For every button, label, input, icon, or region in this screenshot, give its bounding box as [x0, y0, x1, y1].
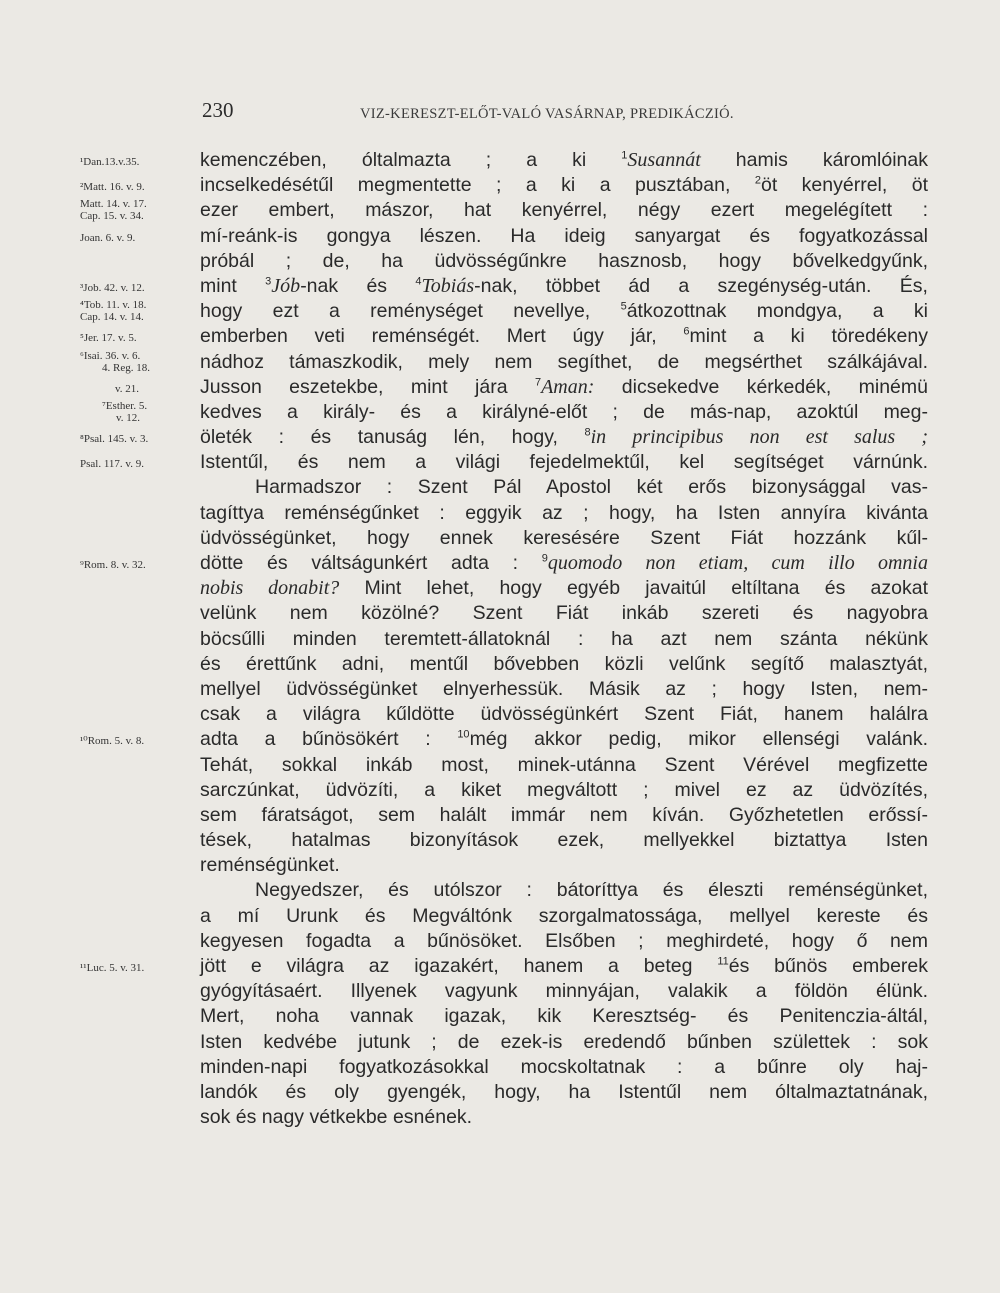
footnote-marker: 9: [541, 552, 548, 565]
text-span: dötte és váltságunkért adta :: [200, 552, 542, 574]
margin-note: Joan. 6. v. 9.: [80, 231, 136, 244]
margin-note: ²Matt. 16. v. 9.: [80, 181, 145, 194]
text-line: [0, 526, 1000, 551]
text-span: kegyesen fogadta a bűnösöket. Elsőben ; meghirdeté, hogy ő nem: [200, 929, 928, 952]
text-line: [0, 475, 1000, 500]
margin-note: [80, 198, 205, 222]
text-line: [0, 551, 1000, 576]
italic-span: in principibus non est salus ;: [590, 426, 928, 449]
text-line: [0, 274, 1000, 299]
text-span: emberben veti reménségét. Mert úgy jár,: [200, 325, 684, 348]
italic-span: nobis donabit?: [200, 577, 340, 600]
text-line: [0, 904, 1000, 929]
footnote-marker: 1: [621, 149, 628, 162]
page-body: [0, 148, 1000, 1130]
text-line: [0, 853, 1000, 878]
text-line: [0, 753, 1000, 778]
text-line: [0, 702, 1000, 727]
text-line: [0, 224, 1000, 249]
text-span: Mert, noha vannak igazak, kik Keresztség- és Penitenczia-áltál,: [200, 1005, 928, 1028]
text-line: [0, 1105, 1000, 1130]
text-line: [0, 501, 1000, 526]
text-line: [0, 173, 1000, 198]
margin-note: [80, 299, 205, 323]
text-span: mint a ki töredékeny: [689, 325, 928, 348]
margin-note-part: ⁶Isai. 36. v. 6.: [80, 349, 141, 362]
italic-span: Jób: [271, 274, 301, 297]
text-span: Negyedszer, és utólszor : bátoríttya és éleszti reménségünket,: [255, 879, 928, 902]
text-span: -nak, többet ád a szegénység-után. És,: [474, 274, 928, 297]
margin-note-part: v. 12.: [116, 411, 141, 424]
text-span: Jusson eszetekbe, mint jára: [200, 375, 535, 398]
text-span: incselkedésétűl megmentette ; a ki a pusztában,: [200, 174, 755, 197]
margin-note: ⁹Rom. 8. v. 32.: [80, 559, 146, 571]
margin-note: [80, 350, 205, 374]
text-line: [0, 627, 1000, 652]
text-span: öleték : és tanuság lén, hogy,: [200, 426, 585, 449]
text-span: csak a világra kűldötte üdvösségünkért Szent Fiát, hanem halálra: [200, 703, 928, 726]
text-line: [0, 803, 1000, 828]
text-span: próbál ; de, ha üdvösségűnkre hasznosb, hogy bővelkedgyűnk,: [200, 249, 928, 272]
text-line: [0, 450, 1000, 475]
text-span: minden-napi fogyatkozásokkal mocskoltatnak : a bűnre oly haj-: [200, 1055, 928, 1078]
text-span: -nak és: [300, 274, 416, 297]
text-span: Istentűl, és nem a világi fejedelmektűl, kel segítséget várnúnk.: [200, 451, 928, 474]
italic-span: Aman:: [541, 375, 595, 398]
footnote-marker: 3: [265, 275, 272, 288]
text-line: [0, 954, 1000, 979]
margin-note: ³Job. 42. v. 12.: [80, 281, 145, 294]
text-line: [0, 778, 1000, 803]
text-span: Isten kedvébe jutunk ; de ezek-is eredendő bűnben születtek : sok: [200, 1030, 928, 1053]
text-line: [0, 249, 1000, 274]
margin-note: ¹Dan.13.v.35.: [80, 156, 140, 168]
text-line: [0, 324, 1000, 349]
text-span: a mí Urunk és Megváltónk szorgalmatossága, mellyel kereste és: [200, 904, 928, 927]
footnote-marker: 4: [415, 275, 422, 288]
text-span: tések, hatalmas bizonyítások ezek, mellyekkel biztattya Isten: [200, 829, 928, 852]
text-span: üdvösségünket, hogy ennek keresésére Szent Fiát hozzánk kűl-: [200, 526, 928, 549]
footnote-marker: 5: [620, 300, 627, 313]
text-span: reménségünket.: [200, 854, 340, 877]
text-span: tagíttya reménségűnket : eggyik az ; hogy, ha Isten annyíra kivánta: [200, 501, 928, 524]
text-span: mellyel üdvösségünket elnyerhessük. Másik az ; hogy Isten, nem-: [200, 677, 928, 700]
text-span: hamis káromlóinak: [700, 149, 928, 171]
margin-note: ¹⁰Rom. 5. v. 8.: [80, 735, 145, 748]
text-span: Harmadszor : Szent Pál Apostol két erős bizonysággal vas-: [255, 476, 928, 499]
text-line: [0, 828, 1000, 853]
margin-note-part: 4. Reg. 18.: [102, 361, 150, 374]
footnote-marker: 8: [584, 426, 591, 439]
text-line: [0, 652, 1000, 677]
text-line: [0, 601, 1000, 626]
margin-note-part: ⁷Esther. 5.: [102, 399, 148, 412]
text-span: kedves a király- és a királyné-előt ; de más-nap, azoktúl meg-: [200, 400, 928, 423]
text-span: mí-reánk-is gongya lészen. Ha ideig sanyargat és fogyatkozással: [200, 224, 928, 247]
text-span: és bűnös emberek: [728, 955, 928, 977]
text-line: [0, 148, 1000, 173]
italic-span: quomodo non etiam, cum illo omnia: [547, 552, 928, 574]
text-line: [0, 375, 1000, 400]
text-line: [0, 1055, 1000, 1080]
text-span: Tehát, sokkal inkáb most, minek-utánna Szent Vérével megfizette: [200, 753, 928, 776]
margin-note: ⁵Jer. 17. v. 5.: [80, 332, 137, 345]
text-span: sem fáratságot, sem halált immár nem kíván. Győzhetetlen erőssí-: [200, 803, 928, 826]
footnote-marker: 6: [683, 325, 690, 338]
text-line: [0, 979, 1000, 1004]
text-span: hogy ezt a reménységet nevellye,: [200, 300, 621, 323]
text-line: [0, 198, 1000, 223]
text-span: sarczúnkat, üdvözíti, a kiket megváltott ; mivel ez az üdvözítés,: [200, 778, 928, 801]
page-number: 230: [202, 98, 234, 122]
text-span: nádhoz támaszkodik, mely nem segíthet, de megsérthet szálkájával.: [200, 350, 928, 373]
text-line: [0, 425, 1000, 450]
footnote-marker: 11: [717, 955, 729, 968]
text-span: jött e világra az igazakért, hanem a beteg: [200, 955, 718, 977]
margin-note-part: Matt. 14. v. 17.: [80, 198, 147, 211]
text-line: [0, 677, 1000, 702]
text-span: sok és nagy vétkekbe esnének.: [200, 1106, 473, 1129]
margin-note-part: Cap. 14. v. 14.: [80, 311, 144, 324]
text-span: velünk nem közölné? Szent Fiát inkáb szereti és nagyobra: [200, 602, 928, 625]
footnote-marker: 7: [534, 376, 542, 389]
text-span: mint: [200, 274, 266, 297]
running-head: VIZ-KERESZT-ELŐT-VALÓ VASÁRNAP, PREDIKÁCZIÓ.: [360, 106, 734, 122]
text-span: gyógyításaért. Illyenek vagyunk minnyájan, valakik a földön élünk.: [200, 980, 928, 1003]
text-span: böcsűlli minden teremtett-állatoknál : ha azt nem szánta nékünk: [200, 627, 928, 650]
text-span: ezer embert, mászor, hat kenyérrel, négy ezert megelégített :: [200, 199, 928, 222]
text-span: Mint lehet, hogy egyéb javaitúl eltíltana és azokat: [339, 577, 929, 600]
margin-note: v. 21.: [115, 382, 140, 395]
text-span: dicsekedve kérkedék, minémü: [594, 375, 928, 398]
footnote-marker: 10: [457, 728, 470, 741]
italic-span: Susannát: [627, 149, 701, 171]
text-line: [0, 929, 1000, 954]
text-line: [0, 350, 1000, 375]
text-line: [0, 400, 1000, 425]
margin-note-part: ⁴Tob. 11. v. 18.: [80, 299, 147, 312]
text-span: és érettűnk adni, mentűl bővebben közli velűnk segítő malasztyát,: [200, 652, 928, 675]
text-line: [0, 1030, 1000, 1055]
margin-note: ¹¹Luc. 5. v. 31.: [80, 962, 145, 974]
text-span: átkozottnak mondgya, a ki: [626, 300, 929, 323]
text-span: még akkor pedig, mikor ellenségi valánk.: [469, 728, 928, 751]
footnote-marker: 2: [754, 174, 761, 187]
margin-note: Psal. 117. v. 9.: [80, 458, 144, 471]
margin-note-part: Cap. 15. v. 34.: [80, 210, 144, 223]
text-line: [0, 727, 1000, 752]
text-span: adta a bűnösökért :: [200, 728, 458, 751]
text-span: kemenczében, óltalmazta ; a ki: [200, 149, 622, 171]
text-line: [0, 299, 1000, 324]
margin-note: ⁸Psal. 145. v. 3.: [80, 433, 149, 446]
text-span: öt kenyérrel, öt: [760, 174, 928, 197]
text-line: [0, 576, 1000, 601]
italic-span: Tobiás: [421, 274, 475, 297]
text-line: [0, 1080, 1000, 1105]
text-line: [0, 878, 1000, 903]
text-span: landók és oly gyengék, hogy, ha Istentűl nem óltalmaztatnának,: [200, 1080, 928, 1103]
page-header: [0, 98, 1000, 128]
text-line: [0, 1004, 1000, 1029]
